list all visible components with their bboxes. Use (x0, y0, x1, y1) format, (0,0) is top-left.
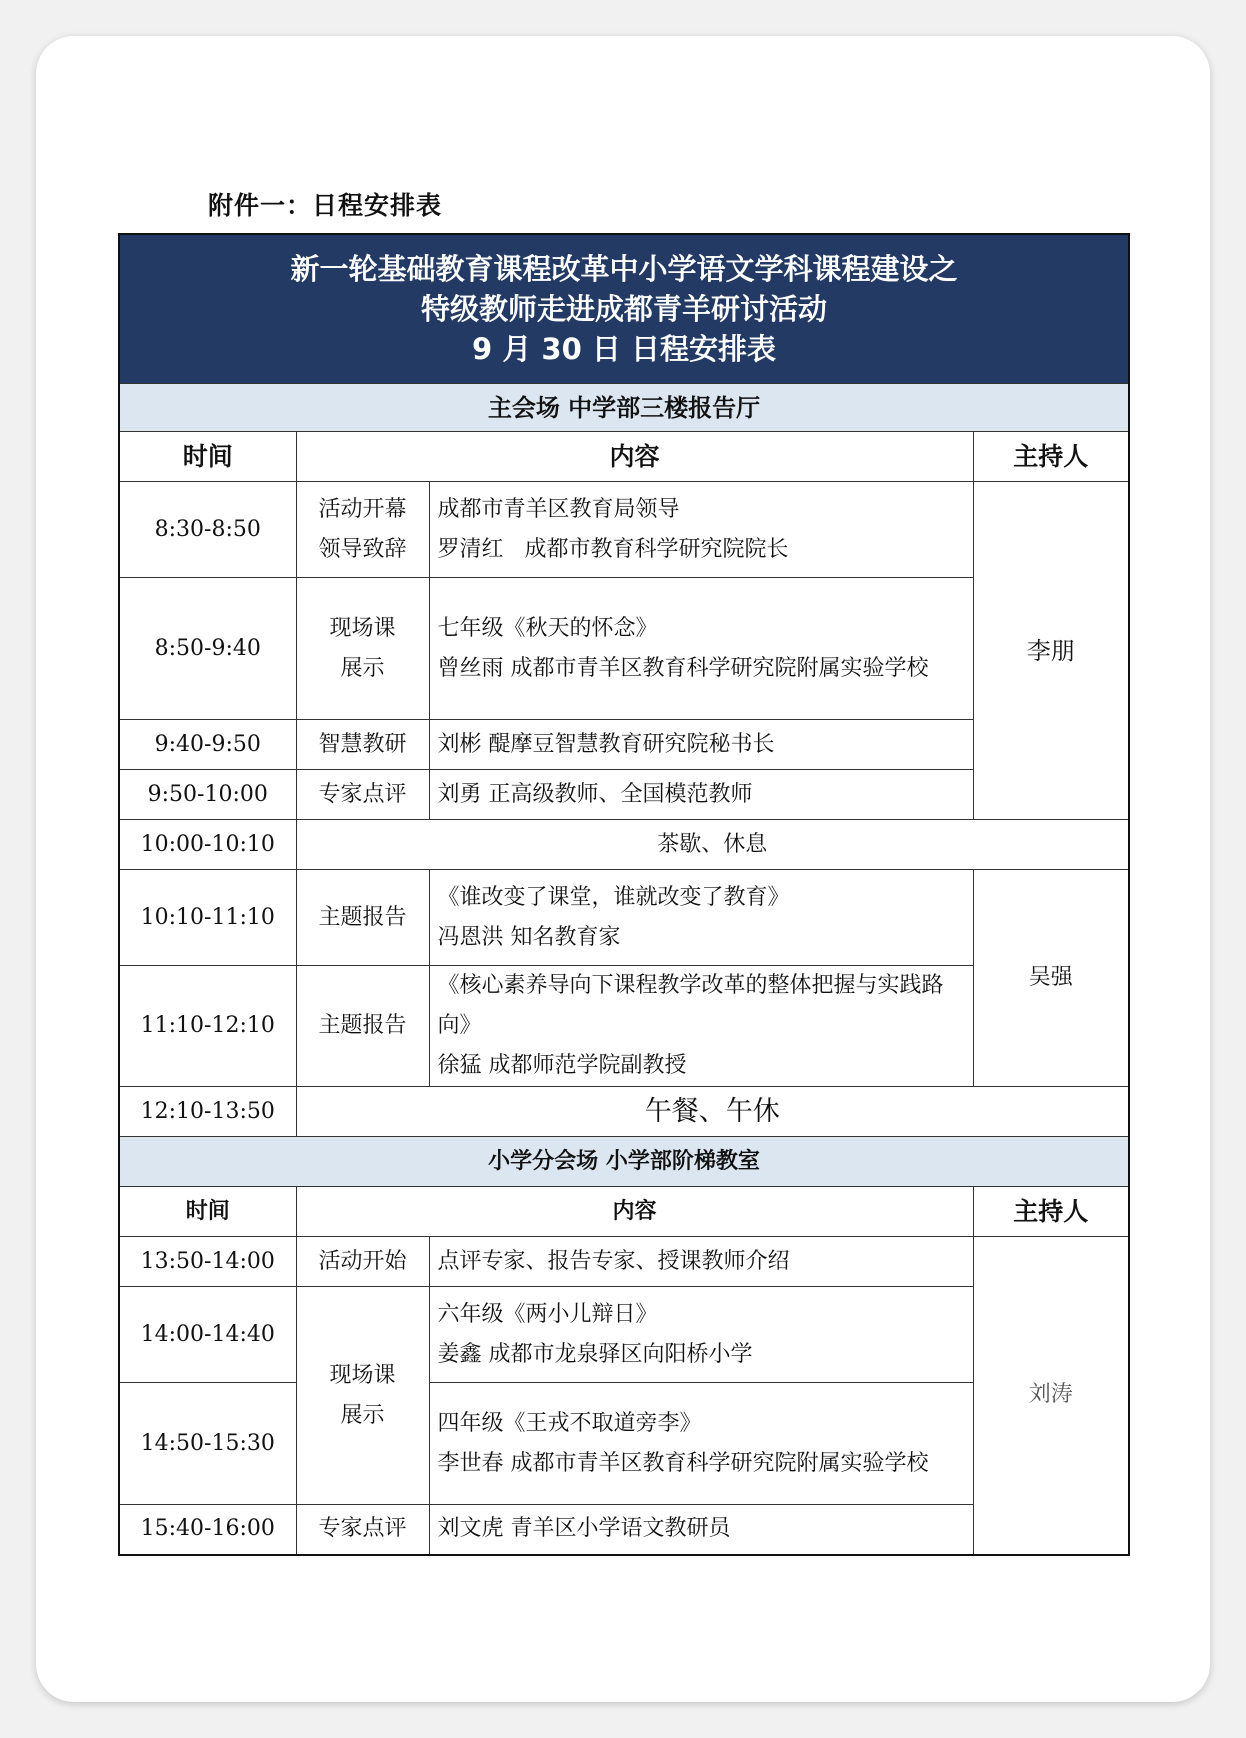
row-type (296, 482, 429, 578)
row-type: 活动开始 (296, 1237, 429, 1287)
main-venue-row (119, 384, 1129, 432)
table-row (119, 482, 1129, 578)
attachment-title: 附件一：日程安排表 (208, 191, 443, 220)
row-time: 8:30-8:50 (119, 482, 296, 578)
row-type: 专家点评 (296, 770, 429, 820)
lunch-label: 午餐、午休 (296, 1087, 1129, 1137)
row-type: 主题报告 (296, 870, 429, 966)
row-time: 9:50-10:00 (119, 770, 296, 820)
row-time: 8:50-9:40 (119, 578, 296, 720)
host-li-peng: 李朋 (973, 482, 1129, 820)
row-detail-line: 徐猛 成都师范学院副教授 (437, 1053, 687, 1078)
row-time: 14:00-14:40 (119, 1287, 296, 1383)
primary-header-row (119, 1187, 1129, 1237)
row-type: 智慧教研 (296, 720, 429, 770)
row-time: 10:10-11:10 (119, 870, 296, 966)
row-type: 专家点评 (296, 1505, 429, 1555)
header-host: 主持人 (973, 432, 1129, 482)
row-details (429, 1287, 973, 1383)
row-detail-line: 六年级《两小儿辩日》 (437, 1301, 658, 1327)
header-time: 时间 (119, 432, 296, 482)
row-detail-line: 李世春 成都市青羊区教育科学研究院附属实验学校 (437, 1450, 929, 1476)
row-type-line: 活动开幕 (318, 496, 407, 522)
host-wu-qiang: 吴强 (973, 870, 1129, 1087)
row-time: 11:10-12:10 (119, 966, 296, 1087)
header-content: 内容 (296, 432, 973, 482)
row-type (296, 1287, 429, 1505)
row-details: 刘文虎 青羊区小学语文教研员 (429, 1505, 973, 1555)
row-type-line: 现场课 (329, 615, 396, 641)
row-type-line: 展示 (340, 655, 385, 681)
header-content: 内容 (296, 1187, 973, 1237)
row-details: 刘勇 正高级教师、全国模范教师 (429, 770, 973, 820)
row-detail-line: 姜鑫 成都市龙泉驿区向阳桥小学 (437, 1341, 753, 1367)
row-time: 14:50-15:30 (119, 1383, 296, 1505)
title-row (119, 234, 1129, 384)
row-details: 点评专家、报告专家、授课教师介绍 (429, 1237, 973, 1287)
row-type: 主题报告 (296, 966, 429, 1087)
row-details (429, 966, 973, 1087)
break-label: 茶歇、休息 (296, 820, 1129, 870)
main-venue: 主会场 中学部三楼报告厅 (119, 384, 1129, 432)
table-row (119, 1087, 1129, 1137)
row-detail-line: 《谁改变了课堂，谁就改变了教育》 (437, 884, 790, 910)
row-type-line: 现场课 (329, 1362, 396, 1388)
schedule-title (119, 234, 1129, 384)
row-details (429, 482, 973, 578)
row-detail-line: 《核心素养导向下课程教学改革的整体把握与实践路向》 (437, 973, 944, 1038)
row-type-line: 展示 (340, 1402, 385, 1428)
title-line-2: 特级教师走进成都青羊研讨活动 (421, 292, 828, 326)
schedule-table (118, 233, 1130, 1556)
row-time: 13:50-14:00 (119, 1237, 296, 1287)
row-detail-line: 冯恩洪 知名教育家 (437, 924, 621, 950)
row-time: 10:00-10:10 (119, 820, 296, 870)
row-details: 刘彬 醍摩豆智慧教育研究院秘书长 (429, 720, 973, 770)
main-header-row (119, 432, 1129, 482)
row-details (429, 578, 973, 720)
primary-venue: 小学分会场 小学部阶梯教室 (119, 1137, 1129, 1187)
header-host: 主持人 (973, 1187, 1129, 1237)
table-row (119, 820, 1129, 870)
row-time: 12:10-13:50 (119, 1087, 296, 1137)
table-row (119, 1237, 1129, 1287)
row-type-line: 领导致辞 (318, 536, 407, 562)
table-row (119, 870, 1129, 966)
row-type (296, 578, 429, 720)
row-detail-line: 七年级《秋天的怀念》 (437, 615, 658, 641)
header-time: 时间 (119, 1187, 296, 1237)
title-line-3: 9 月 30 日 日程安排表 (472, 332, 776, 366)
row-detail-line: 成都市青羊区教育局领导 (437, 496, 680, 522)
title-line-1: 新一轮基础教育课程改革中小学语文学科课程建设之 (290, 252, 958, 286)
row-details (429, 1383, 973, 1505)
row-detail-line: 四年级《王戎不取道旁李》 (437, 1410, 702, 1436)
row-time: 15:40-16:00 (119, 1505, 296, 1555)
host-liu-tao: 刘涛 (973, 1237, 1129, 1555)
row-detail-line: 曾丝雨 成都市青羊区教育科学研究院附属实验学校 (437, 655, 929, 681)
row-time: 9:40-9:50 (119, 720, 296, 770)
row-detail-line: 罗清红 成都市教育科学研究院院长 (437, 536, 789, 562)
row-details (429, 870, 973, 966)
primary-venue-row (119, 1137, 1129, 1187)
